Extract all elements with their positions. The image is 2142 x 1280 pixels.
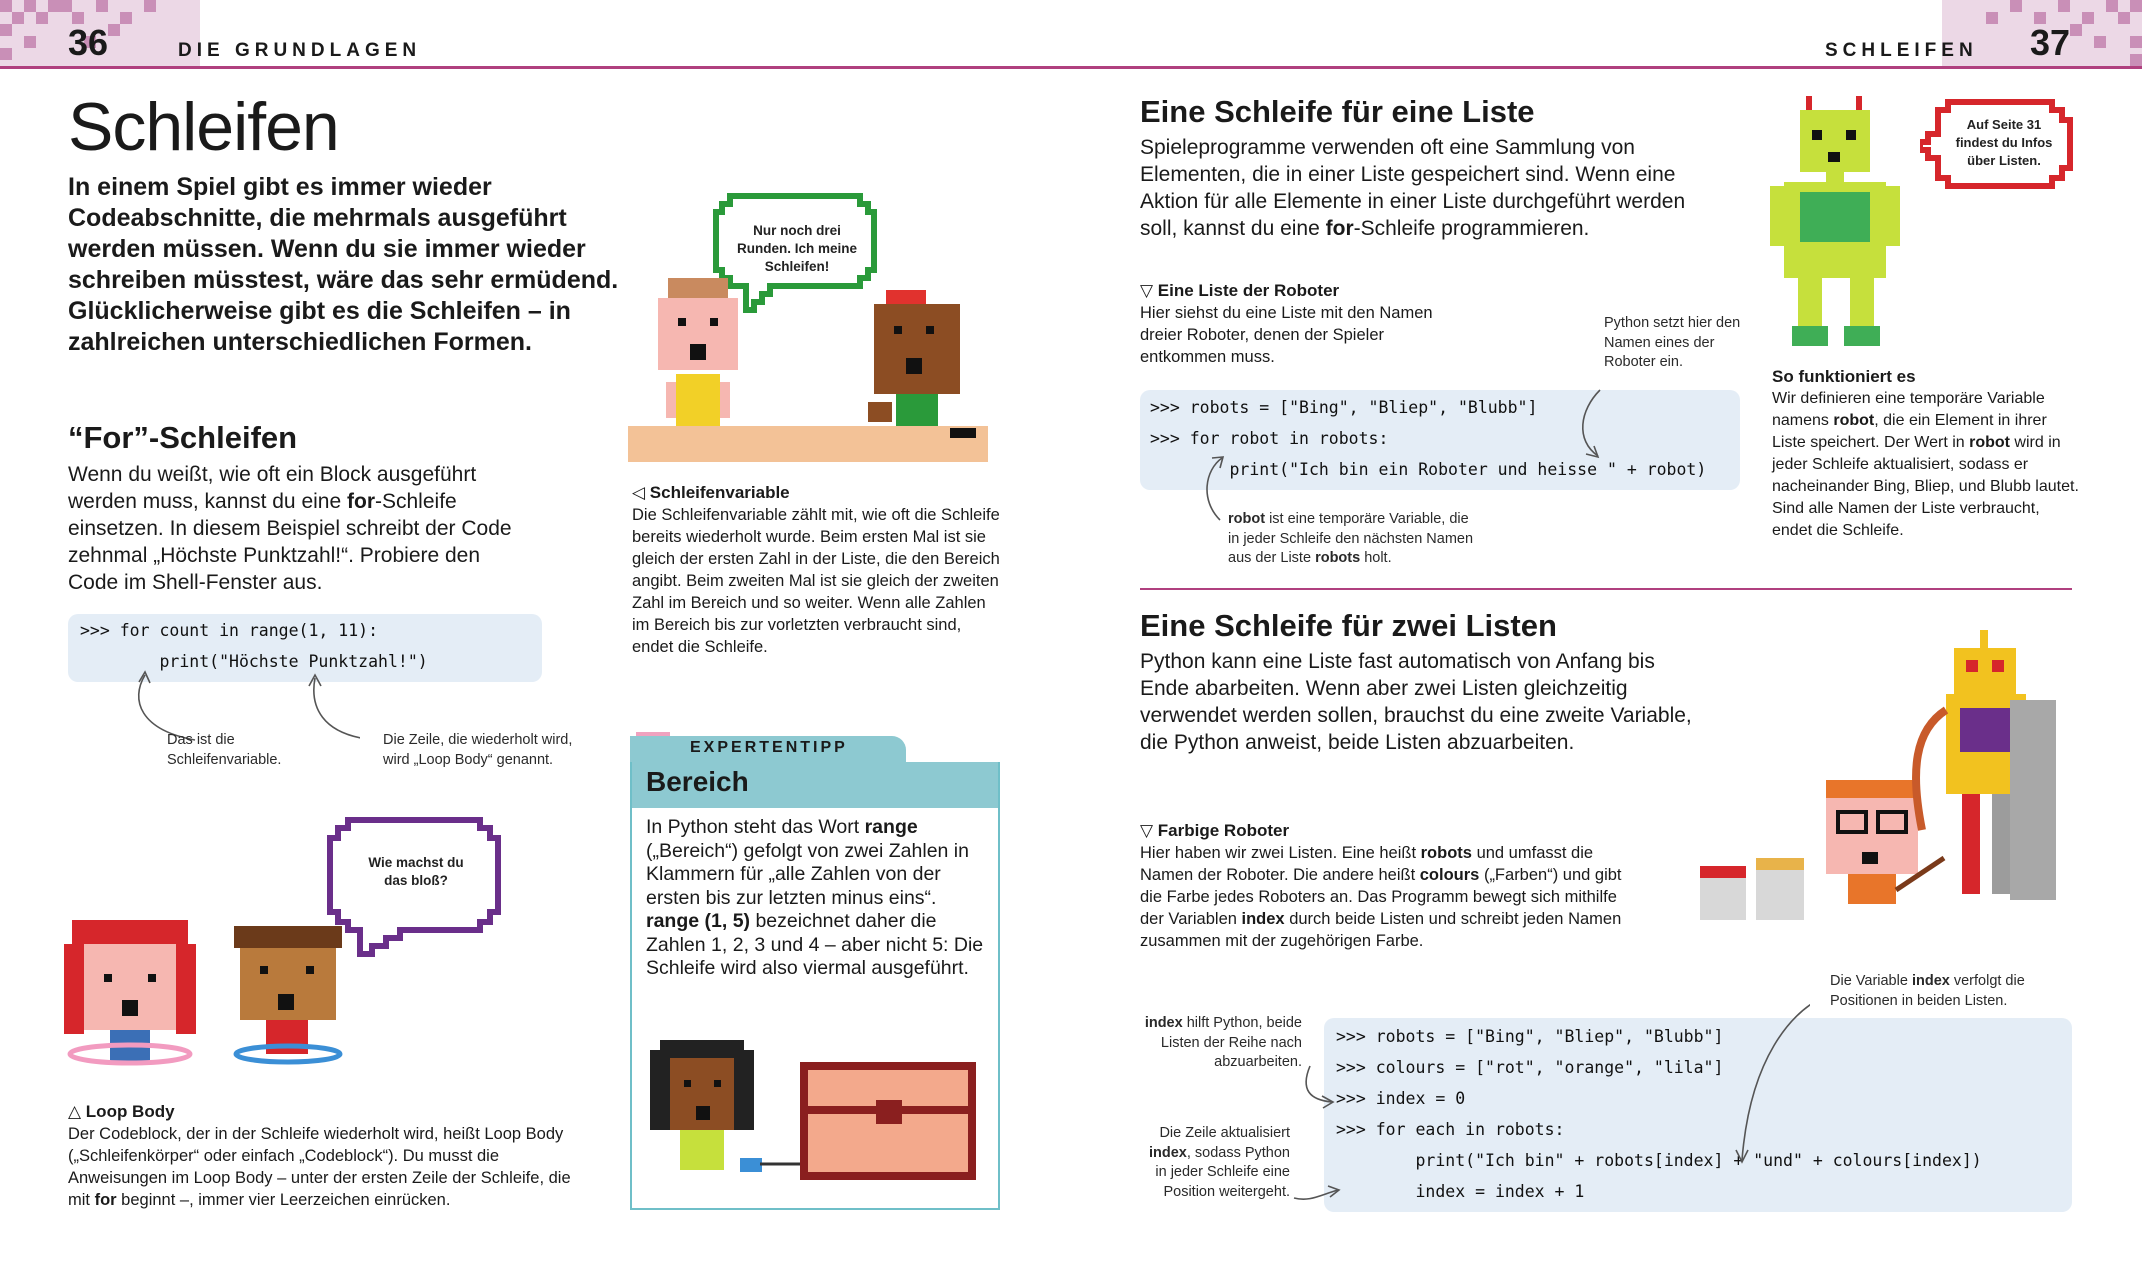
for-loops-heading: “For”-Schleifen [68,420,298,455]
bubble-text-top: Nur noch drei Runden. Ich meine Schleifen! [736,223,858,274]
caption-schleifenvariable: ◁ Schleifenvariable Die Schleifenvariable zählt mit, wie oft die Schleife bereits wiederholt wurde. Beim ersten Mal ist sie gleich der ersten Zahl in der Liste, die den Bereich angibt. Beim zweiten Mal ist sie gleich der zweiten Zahl im Bereich und so weiter. Wenn alle Zahlen im Bereich bis zur vorletzten verbraucht sind, endet die Schleife. [632,483,1000,656]
for-loops-paragraph: Wenn du weißt, wie oft ein Block ausgeführt werden muss, kannst du eine for-Schleife einsetzen. In diesem Beispiel schreibt der Code zehnmal „Höchste Punktzahl!“. Probiere den Code im Shell-Fenster aus. [68,463,512,594]
code-line: index = index + 1 [1336,1182,1585,1201]
intro-paragraph: In einem Spiel gibt es immer wieder Codeabschnitte, die mehrmals ausgeführt werden müssen. Wenn du sie immer wieder schreiben müsstest, wäre das sehr ermüdend. Glücklicherweise gibt es die Schleifen – in zahlreichen unterschiedlichen Formen. [68,173,619,356]
expert-tip-title: Bereich [646,766,749,797]
code-line: >>> robots = ["Bing", "Bliep", "Blubb"] [1336,1027,1724,1046]
section-divider [1140,588,2072,590]
note-loop-body: Die Zeile, die wiederholt wird, wird „Loop Body“ genannt. [383,732,573,768]
two-lists-paragraph: Python kann eine Liste fast automatisch von Anfang bis Ende abarbeiten. Wenn aber zwei Listen gleichzeitig verwendet werden sollen, brauchst du eine zweite Variable, die Python anweist, beide Listen abzuarbeiten. [1140,650,1692,754]
code-line: >>> for robot in robots: [1150,429,1389,448]
page-number-right: 37 [2030,22,2071,63]
page-title: Schleifen [68,89,339,165]
expert-tip-text: In Python steht das Wort range („Bereich“) gefolgt von zwei Zahlen in Klammern für „alle Zahlen von der ersten bis zur letzten minus eins“. range (1, 5) bezeichnet daher die Zahlen 1, 2, 3 und 4 – aber nicht 5: Die Schleife wird also viermal ausgeführt. [646,816,984,979]
note-robot-temp-variable: robot ist eine temporäre Variable, die in jeder Schleife den nächsten Namen aus der Liste robots holt. [1228,511,1474,566]
expert-tip-label: EXPERTENTIPP [690,739,848,756]
running-title-right: SCHLEIFEN [1825,40,1978,61]
bubble-text-mid: Wie machst du das bloß? [368,855,464,888]
annotation-arrows-two-lists [1290,990,1810,1210]
code-line: >>> for each in robots: [1336,1120,1565,1139]
page-number-left: 36 [68,22,109,63]
note-loop-variable: Das ist die Schleifenvariable. [167,732,282,768]
code-line: print("Ich bin" + robots[index] + "und" + colours[index]) [1336,1151,1982,1170]
caption-robot-list: ▽ Eine Liste der Roboter Hier siehst du eine Liste mit den Namen dreier Roboter, denen der Spieler entkommen muss. [1140,281,1433,366]
code-line: >>> robots = ["Bing", "Bliep", "Blubb"] [1150,398,1538,417]
code-line: >>> for count in range(1, 11): [80,621,379,640]
illustration-kids-table [628,278,1008,464]
caption-colored-robots: ▽ Farbige Roboter Hier haben wir zwei Listen. Eine heißt robots und umfasst die Namen der Roboter. Die andere heißt colours („Farben“) und gibt die Farbe jedes Roboters an. Das Programm bewegt sich mithilfe der Variablen index durch beide Listen und schreibt jeden Namen zusammen mit der zugehörigen Farbe. [1140,821,1622,950]
illustration-girl-chest [650,1030,980,1190]
code-line: print("Höchste Punktzahl!") [80,652,428,671]
illustration-green-robot [1770,96,1910,352]
header-rule [0,66,2142,69]
note-index-tracks-positions: Die Variable index verfolgt die Positionen in beiden Listen. [1830,973,2025,1009]
note-index-helps: index hilft Python, beide Listen der Reihe nach abzuarbeiten. [1144,1015,1302,1070]
how-it-works-text: So funktioniert es Wir definieren eine temporäre Variable namens robot, die ein Element in ihrer Liste speichert. Der Wert in robot wird in jeder Schleife aktualisiert, sodass er nacheinander Bing, Bliep, und Blubb lautet. Sind alle Namen der Liste verbraucht, endet die Schleife. [1772,367,2079,539]
bubble-text-right: Auf Seite 31 findest du Infos über Listen. [1955,117,2053,168]
code-line: >>> colours = ["rot", "orange", "lila"] [1336,1058,1724,1077]
two-lists-heading: Eine Schleife für zwei Listen [1140,608,1557,643]
note-python-sets-name: Python setzt hier den Namen eines der Roboter ein. [1604,315,1741,370]
caption-loop-body: △ Loop Body Der Codeblock, der in der Schleife wiederholt wird, heißt Loop Body („Schleifenkörper“ oder einfach „Codeblock“). Du musst die Anweisungen im Loop Body – unter der ersten Zeile der Schleife, die mit for beginnt –, immer vier Leerzeichen einrücken. [68,1102,571,1209]
illustration-paint-robots [1700,630,2090,930]
code-line: >>> index = 0 [1336,1089,1466,1108]
illustration-kids-hoops [64,920,364,1070]
list-loop-paragraph: Spieleprogramme verwenden oft eine Sammlung von Elementen, die in einer Liste gespeichert sind. Wenn eine Aktion für alle Elemente in einer Liste durchgeführt werden soll, kannst du eine for-Schleife programmieren. [1140,136,1686,240]
list-loop-heading: Eine Schleife für eine Liste [1140,94,1535,129]
code-line: print("Ich bin ein Roboter und heisse " + robot) [1150,460,1707,479]
note-index-update: Die Zeile aktualisiert index, sodass Python in jeder Schleife eine Position weitergeht. [1148,1125,1290,1200]
running-title-left: DIE GRUNDLAGEN [178,40,422,61]
